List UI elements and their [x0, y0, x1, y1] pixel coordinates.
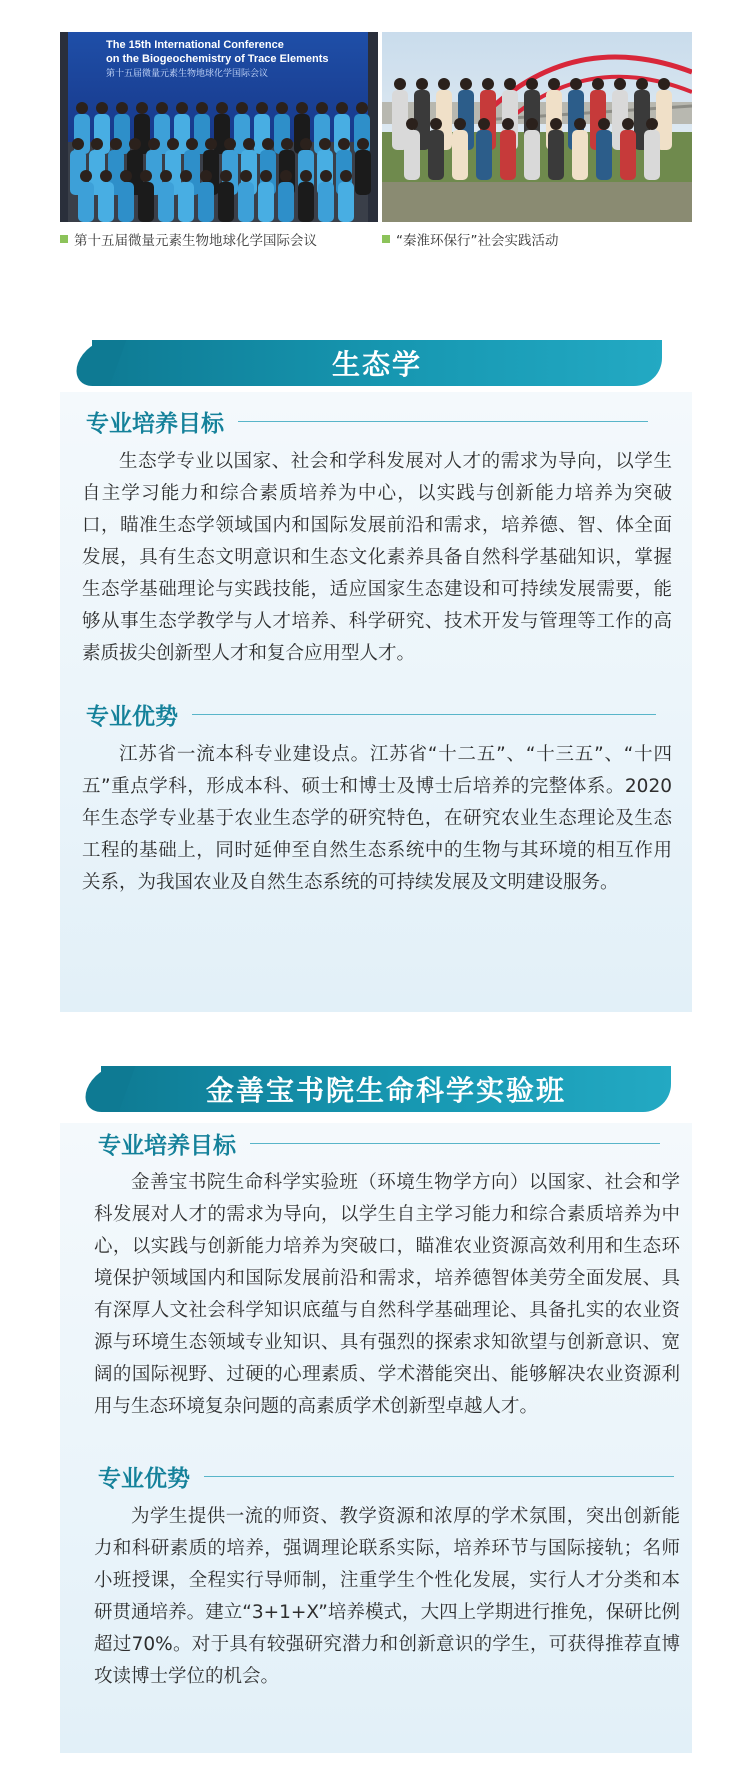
heading-rule	[250, 1143, 660, 1145]
person-silhouette	[218, 182, 234, 222]
jinshanbao-goal-paragraph: 金善宝书院生命科学实验班（环境生物学方向）以国家、社会和学科发展对人才的需求为导向，以学生自主学习能力和综合素质培养为中心，以实践与创新能力培养为突破口，瞄准农业资源高效利用和生态环境保护领域国内和国际发展前沿和需求，培养德智体美劳全面发展、具有深厚人文社会科学知识底蕴与自然科学基础理论、具备扎实的农业资源与环境生态领域专业知识、具有强烈的探索求知欲望与创新意识、宽阔的国际视野、过硬的心理素质、学术潜能突出、能够解决农业资源利用与生态环境复杂问题的高素质学术创新型卓越人才。	[94, 1172, 680, 1417]
person-head	[148, 138, 160, 150]
person-head	[167, 138, 179, 150]
person-silhouette	[524, 130, 540, 180]
heading-rule	[192, 714, 656, 716]
person-head	[570, 78, 582, 90]
person-silhouette	[198, 182, 214, 222]
heading-rule	[204, 1476, 674, 1478]
ecology-advantage-paragraph: 江苏省一流本科专业建设点。江苏省“十二五”、“十三五”、“十四五”重点学科，形成本科、硕士和博士及博士后培养的完整体系。2020年生态学专业基于农业生态学的研究特色，在研究农业生态理论及生态工程的基础上，同时延伸至自然生态系统中的生物与其环境的相互作用关系，为我国农业及自然生态系统的可持续发展及文明建设服务。	[82, 744, 672, 893]
person-silhouette	[258, 182, 274, 222]
caption-text: “秦淮环保行”社会实践活动	[396, 233, 559, 249]
person-head	[160, 170, 172, 182]
person-silhouette	[644, 130, 660, 180]
person-silhouette	[452, 130, 468, 180]
person-head	[280, 170, 292, 182]
person-head	[196, 102, 208, 114]
person-head	[116, 102, 128, 114]
person-head	[622, 118, 634, 130]
person-head	[243, 138, 255, 150]
ecology-goal-paragraph: 生态学专业以国家、社会和学科发展对人才的需求为导向，以学生自主学习能力和综合素质培养为中心，以实践与创新能力培养为突破口，瞄准生态学领域国内和国际发展前沿和需求，培养德、智、体全面发展，具有生态文明意识和生态文化素养具备自然科学基础知识，掌握生态学基础理论与实践技能，适应国家生态建设和可持续发展需要，能够从事生态学教学与人才培养、科学研究、技术开发与管理等工作的高素质拔尖创新型人才和复合应用型人才。	[82, 451, 672, 664]
heading-rule	[238, 421, 648, 423]
person-silhouette	[404, 130, 420, 180]
jinshanbao-advantage-paragraph: 为学生提供一流的师资、教学资源和浓厚的学术氛围，突出创新能力和科研素质的培养，强调理论联系实际，培养环节与国际接轨；名师小班授课，全程实行导师制，注重学生个性化发展，实行人才分类和本研贯通培养。建立“3+1+X”培养模式，大四上学期进行推免，保研比例超过70%。对于具有较强研究潜力和创新意识的学生，可获得推荐直博攻读博士学位的机会。	[94, 1506, 680, 1687]
person-head	[438, 78, 450, 90]
person-head	[658, 78, 670, 90]
person-silhouette	[238, 182, 254, 222]
person-silhouette	[572, 130, 588, 180]
person-head	[120, 170, 132, 182]
outdoor-activity-photo	[382, 32, 692, 222]
person-silhouette	[138, 182, 154, 222]
person-silhouette	[428, 130, 444, 180]
person-head	[180, 170, 192, 182]
person-head	[320, 170, 332, 182]
person-head	[176, 102, 188, 114]
caption-text: 第十五届微量元素生物地球化学国际会议	[74, 233, 317, 249]
person-silhouette	[476, 130, 492, 180]
section-title: 生态学	[331, 348, 422, 381]
person-silhouette	[620, 130, 636, 180]
screen-title-line-3: 第十五届微量元素生物地球化学国际会议	[106, 69, 269, 79]
ecology-goal-heading	[86, 405, 648, 438]
person-head	[406, 118, 418, 130]
person-head	[296, 102, 308, 114]
jinshanbao-section-banner	[101, 1066, 671, 1112]
person-head	[460, 78, 472, 90]
person-head	[482, 78, 494, 90]
person-head	[526, 118, 538, 130]
person-head	[260, 170, 272, 182]
person-head	[550, 118, 562, 130]
person-head	[502, 118, 514, 130]
person-head	[300, 138, 312, 150]
heading-text: 专业优势	[86, 703, 178, 730]
person-head	[338, 138, 350, 150]
person-head	[156, 102, 168, 114]
person-head	[100, 170, 112, 182]
screen-title-line-2: on the Biogeochemistry of Trace Elements	[106, 53, 329, 65]
person-head	[91, 138, 103, 150]
person-head	[592, 78, 604, 90]
person-head	[300, 170, 312, 182]
person-head	[548, 78, 560, 90]
person-silhouette	[318, 182, 334, 222]
person-head	[454, 118, 466, 130]
person-silhouette	[596, 130, 612, 180]
person-head	[129, 138, 141, 150]
person-silhouette	[338, 182, 354, 222]
person-head	[478, 118, 490, 130]
caption-marker	[382, 235, 390, 243]
person-silhouette	[118, 182, 134, 222]
person-head	[276, 102, 288, 114]
person-silhouette	[278, 182, 294, 222]
ecology-section-banner	[92, 340, 662, 386]
jinshanbao-advantage-heading	[98, 1460, 674, 1493]
person-silhouette	[298, 182, 314, 222]
person-head	[598, 118, 610, 130]
person-head	[240, 170, 252, 182]
person-silhouette	[178, 182, 194, 222]
person-head	[256, 102, 268, 114]
person-head	[186, 138, 198, 150]
person-silhouette	[355, 150, 371, 195]
person-head	[72, 138, 84, 150]
outdoor-photo-caption	[382, 229, 559, 249]
person-head	[526, 78, 538, 90]
photo-strip	[60, 32, 692, 222]
person-head	[110, 138, 122, 150]
ecology-advantage-heading	[86, 698, 656, 731]
person-head	[574, 118, 586, 130]
person-silhouette	[500, 130, 516, 180]
heading-text: 专业培养目标	[98, 1132, 236, 1159]
person-head	[636, 78, 648, 90]
person-head	[220, 170, 232, 182]
person-head	[96, 102, 108, 114]
person-head	[262, 138, 274, 150]
person-head	[646, 118, 658, 130]
person-head	[140, 170, 152, 182]
person-head	[336, 102, 348, 114]
person-head	[357, 138, 369, 150]
person-head	[416, 78, 428, 90]
person-head	[236, 102, 248, 114]
person-head	[76, 102, 88, 114]
section-title: 金善宝书院生命科学实验班	[205, 1074, 566, 1107]
heading-text: 专业培养目标	[86, 410, 224, 437]
caption-marker	[60, 235, 68, 243]
person-head	[430, 118, 442, 130]
person-head	[394, 78, 406, 90]
person-head	[504, 78, 516, 90]
person-head	[316, 102, 328, 114]
conference-photo-caption	[60, 229, 317, 249]
person-head	[340, 170, 352, 182]
person-head	[216, 102, 228, 114]
person-head	[614, 78, 626, 90]
person-head	[200, 170, 212, 182]
person-silhouette	[98, 182, 114, 222]
person-head	[224, 138, 236, 150]
person-head	[319, 138, 331, 150]
heading-text: 专业优势	[98, 1465, 190, 1492]
person-silhouette	[158, 182, 174, 222]
person-head	[205, 138, 217, 150]
screen-title-line-1: The 15th International Conference	[106, 39, 284, 51]
person-head	[356, 102, 368, 114]
person-silhouette	[548, 130, 564, 180]
conference-photo	[60, 32, 378, 222]
person-silhouette	[78, 182, 94, 222]
person-head	[281, 138, 293, 150]
jinshanbao-goal-heading	[98, 1127, 660, 1160]
person-head	[80, 170, 92, 182]
person-head	[136, 102, 148, 114]
